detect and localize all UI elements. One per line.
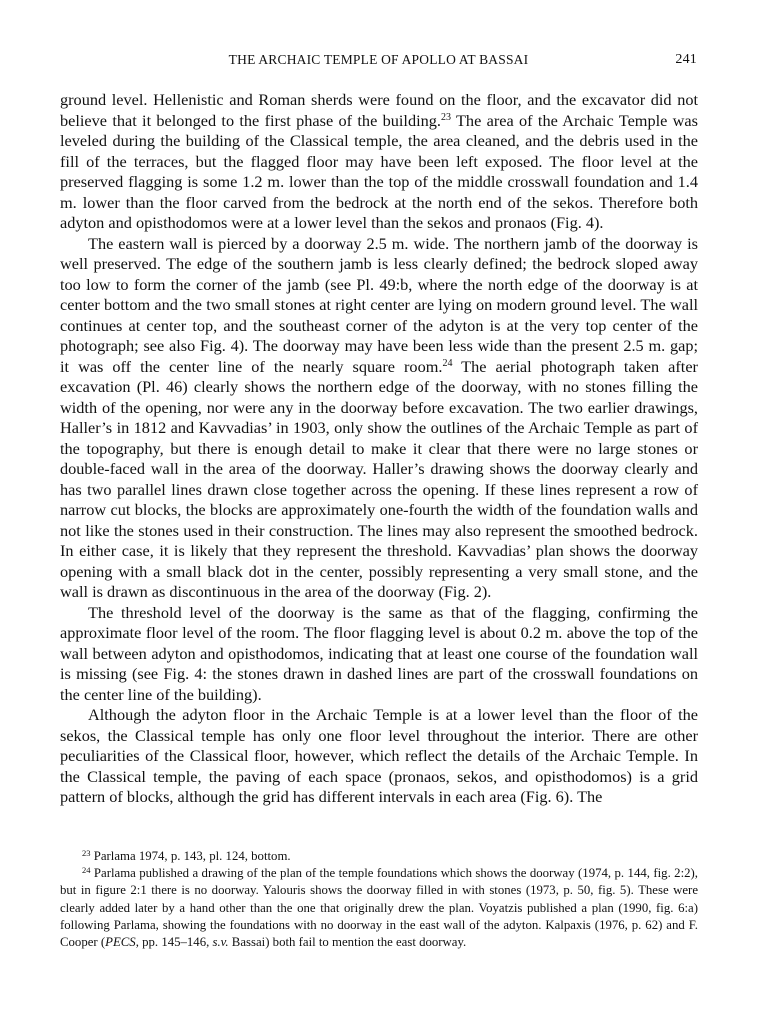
paragraph	[60, 90, 698, 234]
footnote-ref: 24	[82, 865, 91, 876]
paragraph	[60, 705, 698, 808]
footnote-23	[60, 848, 698, 865]
body-text	[60, 90, 698, 808]
text-run: The aerial photograph taken after excavation (Pl. 46) clearly shows the northern edge of the doorway, with no stones filling the width of the opening, nor were any in the doorway before excavation. The two earlier drawings, Haller’s in 1812 and Kavvadias’ in 1903, only show the outlines of the Archaic Temple as part of the topography, but there is enough detail to make it clear that there were no large stones or double-faced wall in the area of the doorway. Haller’s drawing shows the doorway clearly and has two parallel lines drawn close together across the opening. If these lines represent a row of narrow cut blocks, the blocks are approximately one-fourth the width of the foundation walls and not like the stones used in their construction. The lines may also represent the smoothed bedrock. In either case, it is likely that they represent the threshold. Kavvadias’ plan shows the doorway opening with a small black dot in the center, possibly representing a very small stone, and the wall is drawn as discontinuous in the area of the doorway (Fig. 2).	[60, 356, 698, 601]
text-run: The threshold level of the doorway is the same as that of the flagging, confirming the approximate floor level of the room. The floor flagging level is about 0.2 m. above the top of the wall between adyton and opisthodomos, indicating that at least one course of the foundation wall is missing (see Fig. 4: the stones drawn in dashed lines are part of the crosswall foundations on the center line of the building).	[60, 602, 698, 704]
italic-text: PECS	[105, 935, 136, 950]
paragraph	[60, 603, 698, 706]
footnote-ref: 23	[82, 848, 91, 858]
text-run: The eastern wall is pierced by a doorway 2.5 m. wide. The northern jamb of the doorway is well preserved. The edge of the southern jamb is less clearly defined; the bedrock sloped away too low to form the corner of the jamb (see Pl. 49:b, where the north edge of the doorway is at center bottom and the two small stones at right center are lying on modern ground level. The wall continues at center top, and the southeast corner of the adyton is at the very top center of the photograph; see also Fig. 4). The doorway may have been less wide than the present 2.5 m. gap; it was off the center line of the nearly square room.	[60, 233, 698, 376]
paragraph	[60, 234, 698, 603]
footnotes	[60, 848, 698, 951]
text-run: ground level. Hellenistic and Roman sherds were found on the floor, and the excavator did not believe that it belonged to the first phase of the building.	[60, 90, 698, 130]
footnote-ref: 23	[440, 111, 451, 123]
text-run: , pp. 145–146,	[135, 935, 213, 950]
text-run: Parlama 1974, p. 143, pl. 124, bottom.	[90, 849, 291, 863]
text-run: Parlama published a drawing of the plan of the temple foundations which shows the doorway (1974, p. 144, fig. 2:2), but in figure 2:1 there is no doorway. Yalouris shows the doorway filled in with stones (1973, p. 50, fig. 5). These were clearly added later by a hand other than the one that originally drew the plan. Voyatzis published a plan (1990, fig. 6:a) following Parlama, showing the foundations with no doorway in the east wall of the adyton. Kalpaxis (1976, p. 62) and F. Cooper (	[60, 866, 698, 950]
text-run: The area of the Archaic Temple was leveled during the building of the Classical temple, the area cleaned, and the debris used in the fill of the terraces, but the flagged floor may have been left exposed. The floor level at the preserved flagging is some 1.2 m. lower than the top of the middle crosswall foundation and 1.4 m. lower than the floor carved from the bedrock at the north end of the sekos. Therefore both adyton and opisthodomos were at a lower level than the sekos and pronaos (Fig. 4).	[60, 110, 698, 232]
footnote-ref: 24	[442, 357, 453, 369]
text-run: Although the adyton floor in the Archaic Temple is at a lower level than the floor of the sekos, the Classical temple has only one floor level throughout the interior. There are other peculiarities of the Classical floor, however, which reflect the details of the Archaic Temple. In the Classical temple, the paving of each space (pronaos, sekos, and opisthodomos) is a grid pattern of blocks, although the grid has different intervals in each area (Fig. 6). The	[60, 705, 698, 806]
italic-text: s.v.	[212, 935, 229, 950]
running-title: THE ARCHAIC TEMPLE OF APOLLO AT BASSAI	[228, 52, 529, 67]
text-run: Bassai) both fail to mention the east doorway.	[228, 935, 467, 950]
footnote-24	[60, 865, 698, 951]
page-number: 241	[675, 52, 697, 67]
running-header	[60, 52, 697, 74]
